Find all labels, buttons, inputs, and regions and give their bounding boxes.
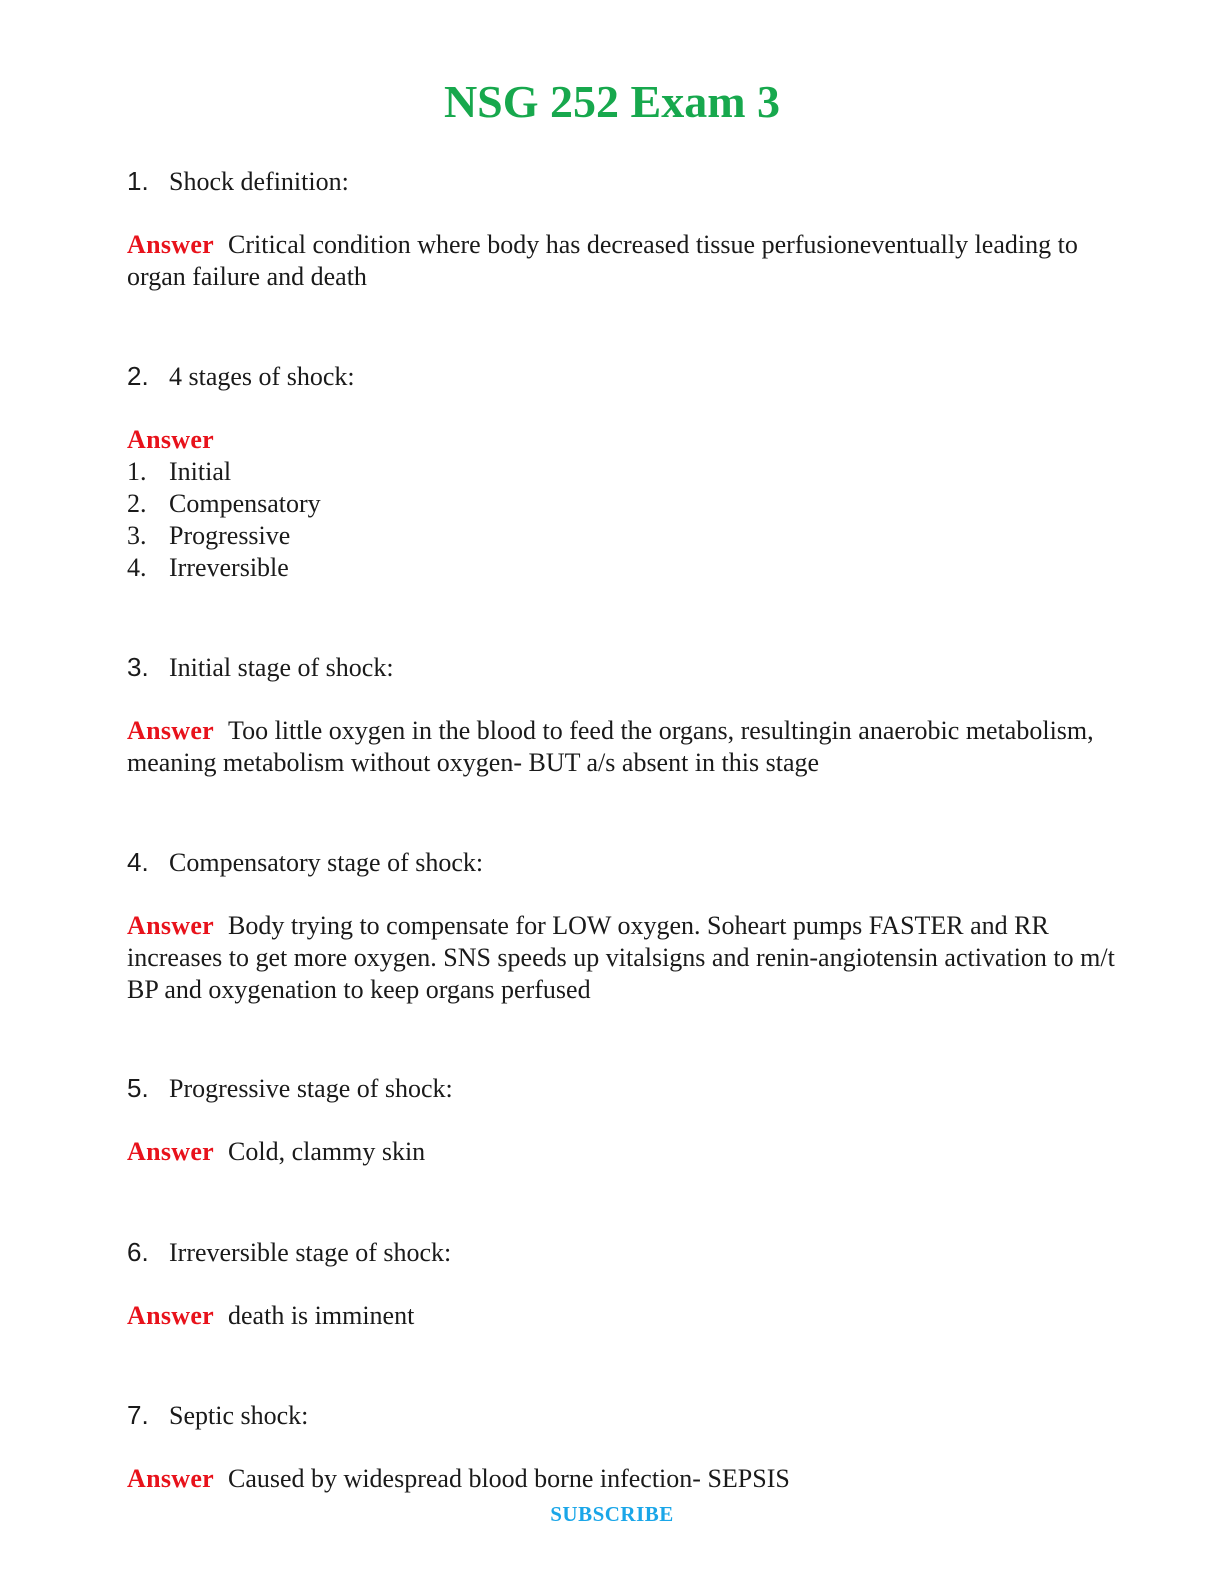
- answer-block: [127, 1136, 1117, 1168]
- answer-label: Answer: [127, 425, 215, 454]
- question-heading: [127, 1072, 1117, 1105]
- question-block-5: [127, 1072, 1117, 1168]
- answer-block: [127, 1463, 1117, 1495]
- question-heading: [127, 651, 1117, 684]
- question-number: 5.: [127, 1073, 149, 1103]
- question-text: Septic shock:: [169, 1401, 309, 1430]
- question-text: 4 stages of shock:: [169, 362, 355, 391]
- answer-text: Cold, clammy skin: [228, 1137, 426, 1166]
- answer-block: [127, 910, 1117, 1006]
- question-block-6: [127, 1236, 1117, 1332]
- question-block-4: [127, 846, 1117, 1006]
- answer-label: Answer: [127, 230, 215, 259]
- question-block-1: [127, 165, 1117, 293]
- question-text: Irreversible stage of shock:: [169, 1238, 452, 1267]
- question-number: 3.: [127, 652, 149, 682]
- list-item-number: 1.: [127, 457, 147, 486]
- list-item-number: 3.: [127, 521, 147, 550]
- question-text: Compensatory stage of shock:: [169, 848, 484, 877]
- list-item-number: 2.: [127, 489, 147, 518]
- page-title: NSG 252 Exam 3: [443, 76, 781, 127]
- list-item-text: Progressive: [169, 521, 291, 550]
- answer-list: [127, 456, 1117, 584]
- answer-text: Critical condition where body has decreased tissue perfusioneventually leading to organ failure and death: [127, 230, 1078, 291]
- list-item: [127, 456, 1117, 488]
- answer-label: Answer: [127, 1137, 215, 1166]
- question-number: 7.: [127, 1400, 149, 1430]
- answer-label: Answer: [127, 1464, 215, 1493]
- answer-block: [127, 424, 1117, 584]
- question-block-3: [127, 651, 1117, 779]
- question-number: 4.: [127, 847, 149, 877]
- question-number: 6.: [127, 1237, 149, 1267]
- question-text: Progressive stage of shock:: [169, 1074, 453, 1103]
- question-number: 2.: [127, 361, 149, 391]
- answer-block: [127, 229, 1117, 293]
- list-item-number: 4.: [127, 553, 147, 582]
- list-item: [127, 552, 1117, 584]
- question-heading: [127, 1399, 1117, 1432]
- list-item: [127, 520, 1117, 552]
- answer-label: Answer: [127, 911, 215, 940]
- answer-text: death is imminent: [228, 1301, 415, 1330]
- answer-block: [127, 1300, 1117, 1332]
- question-heading: [127, 360, 1117, 393]
- question-heading: [127, 846, 1117, 879]
- question-text: Shock definition:: [169, 167, 349, 196]
- question-number: 1.: [127, 166, 149, 196]
- subscribe-link[interactable]: SUBSCRIBE: [550, 1502, 674, 1526]
- list-item-text: Initial: [169, 457, 232, 486]
- question-block-7: [127, 1399, 1117, 1495]
- answer-label: Answer: [127, 1301, 215, 1330]
- answer-block: [127, 715, 1117, 779]
- answer-label: Answer: [127, 716, 215, 745]
- list-item: [127, 488, 1117, 520]
- answer-text: Caused by widespread blood borne infection- SEPSIS: [228, 1464, 790, 1493]
- question-heading: [127, 1236, 1117, 1269]
- question-heading: [127, 165, 1117, 198]
- question-text: Initial stage of shock:: [169, 653, 394, 682]
- answer-text: Too little oxygen in the blood to feed the organs, resultingin anaerobic metabolism, meaning metabolism without oxygen- BUT a/s absent in this stage: [127, 716, 1094, 777]
- answer-text: Body trying to compensate for LOW oxygen. Soheart pumps FASTER and RR increases to get more oxygen. SNS speeds up vitalsigns and renin-angiotensin activation to m/t BP and oxygenation to keep organs perfused: [127, 911, 1115, 1004]
- question-block-2: [127, 360, 1117, 584]
- list-item-text: Irreversible: [169, 553, 289, 582]
- list-item-text: Compensatory: [169, 489, 321, 518]
